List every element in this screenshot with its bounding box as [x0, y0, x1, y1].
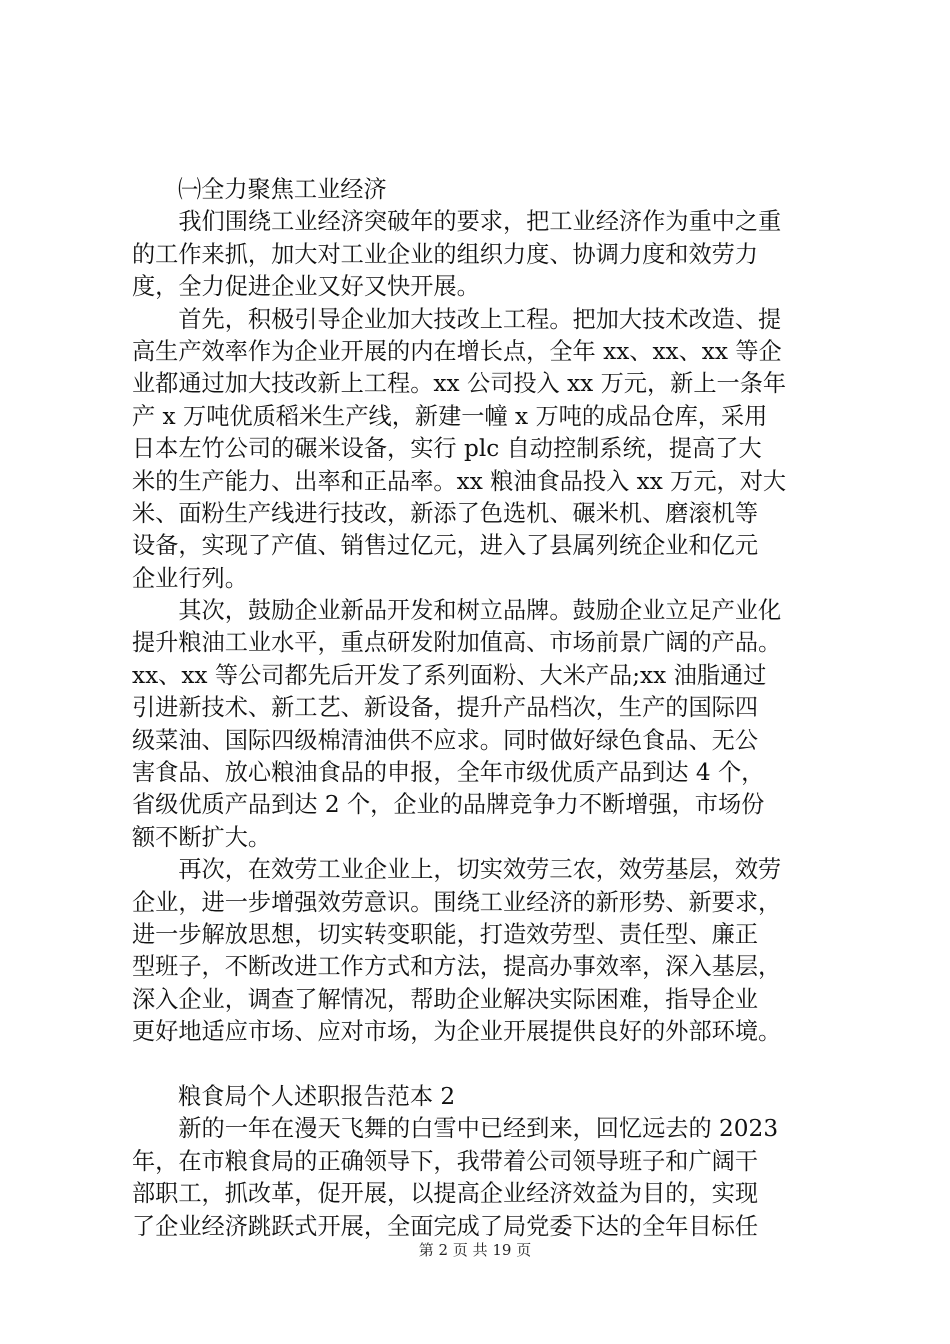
paragraph-line: 部职工，抓改革，促开展，以提高企业经济效益为目的，实现 [132, 1180, 759, 1208]
paragraph-line: 米的生产能力、出率和正品率。xx 粮油食品投入 xx 万元，对大 [132, 467, 787, 495]
paragraph-line: 设备，实现了产值、销售过亿元，进入了县属列统企业和亿元 [132, 532, 759, 560]
paragraph-line: 米、面粉生产线进行技改，新添了色选机、碾米机、磨滚机等 [132, 499, 759, 527]
paragraph-line: 更好地适应市场、应对市场，为企业开展提供良好的外部环境。 [132, 1018, 782, 1046]
section-heading-report-sample-2: 粮食局个人述职报告范本 2 [178, 1082, 456, 1110]
paragraph-line: 提升粮油工业水平，重点研发附加值高、市场前景广阔的产品。 [132, 629, 782, 657]
paragraph-line: 了企业经济跳跃式开展，全面完成了局党委下达的全年目标任 [132, 1212, 759, 1240]
paragraph-line: 深入企业，调查了解情况，帮助企业解决实际困难，指导企业 [132, 985, 759, 1013]
page-number-footer: 第 2 页 共 19 页 [418, 1241, 532, 1259]
paragraph-line: 企业，进一步增强效劳意识。围绕工业经济的新形势、新要求， [132, 888, 782, 916]
paragraph-line: xx、xx 等公司都先后开发了系列面粉、大米产品;xx 油脂通过 [132, 661, 767, 689]
paragraph-line: 省级优质产品到达 2 个，企业的品牌竞争力不断增强，市场份 [132, 791, 765, 819]
paragraph-line: 高生产效率作为企业开展的内在增长点，全年 xx、xx、xx 等企 [132, 337, 782, 365]
paragraph-line: 度，全力促进企业又好又快开展。 [132, 273, 480, 301]
document-body [132, 174, 832, 1243]
paragraph-line: 引进新技术、新工艺、新设备，提升产品档次，生产的国际四 [132, 694, 759, 722]
paragraph-line: 产 x 万吨优质稻米生产线，新建一幢 x 万吨的成品仓库，采用 [132, 402, 768, 430]
paragraph-line: 年，在市粮食局的正确领导下，我带着公司领导班子和广阔干 [132, 1147, 759, 1175]
paragraph-line: 新的一年在漫天飞舞的白雪中已经到来，回忆远去的 2023 [132, 1115, 779, 1143]
paragraph-line: 企业行列。 [132, 564, 248, 592]
paragraph-line: 其次，鼓励企业新品开发和树立品牌。鼓励企业立足产业化 [132, 597, 782, 625]
section-spacer [132, 1049, 832, 1081]
paragraph-line: 进一步解放思想，切实转变职能，打造效劳型、责任型、廉正 [132, 920, 759, 948]
paragraph-line: 型班子，不断改进工作方式和方法，提高办事效率，深入基层， [132, 953, 782, 981]
paragraph-line: 首先，积极引导企业加大技改上工程。把加大技术改造、提 [132, 305, 782, 333]
paragraph-line: 我们围绕工业经济突破年的要求，把工业经济作为重中之重 [132, 208, 782, 236]
paragraph-line: 日本左竹公司的碾米设备，实行 plc 自动控制系统，提高了大 [132, 435, 762, 463]
paragraph-line: 额不断扩大。 [132, 823, 272, 851]
section-heading-industrial-economy: ㈠全力聚焦工业经济 [178, 176, 387, 203]
paragraph-line: 的工作来抓，加大对工业企业的组织力度、协调力度和效劳力 [132, 240, 759, 268]
paragraph-line: 再次，在效劳工业企业上，切实效劳三农，效劳基层，效劳 [132, 856, 782, 884]
paragraph-line: 害食品、放心粮油食品的申报，全年市级优质产品到达 4 个， [132, 759, 765, 787]
paragraph-line: 业都通过加大技改新上工程。xx 公司投入 xx 万元，新上一条年 [132, 370, 787, 398]
paragraph-line: 级菜油、国际四级棉清油供不应求。同时做好绿色食品、无公 [132, 726, 759, 754]
